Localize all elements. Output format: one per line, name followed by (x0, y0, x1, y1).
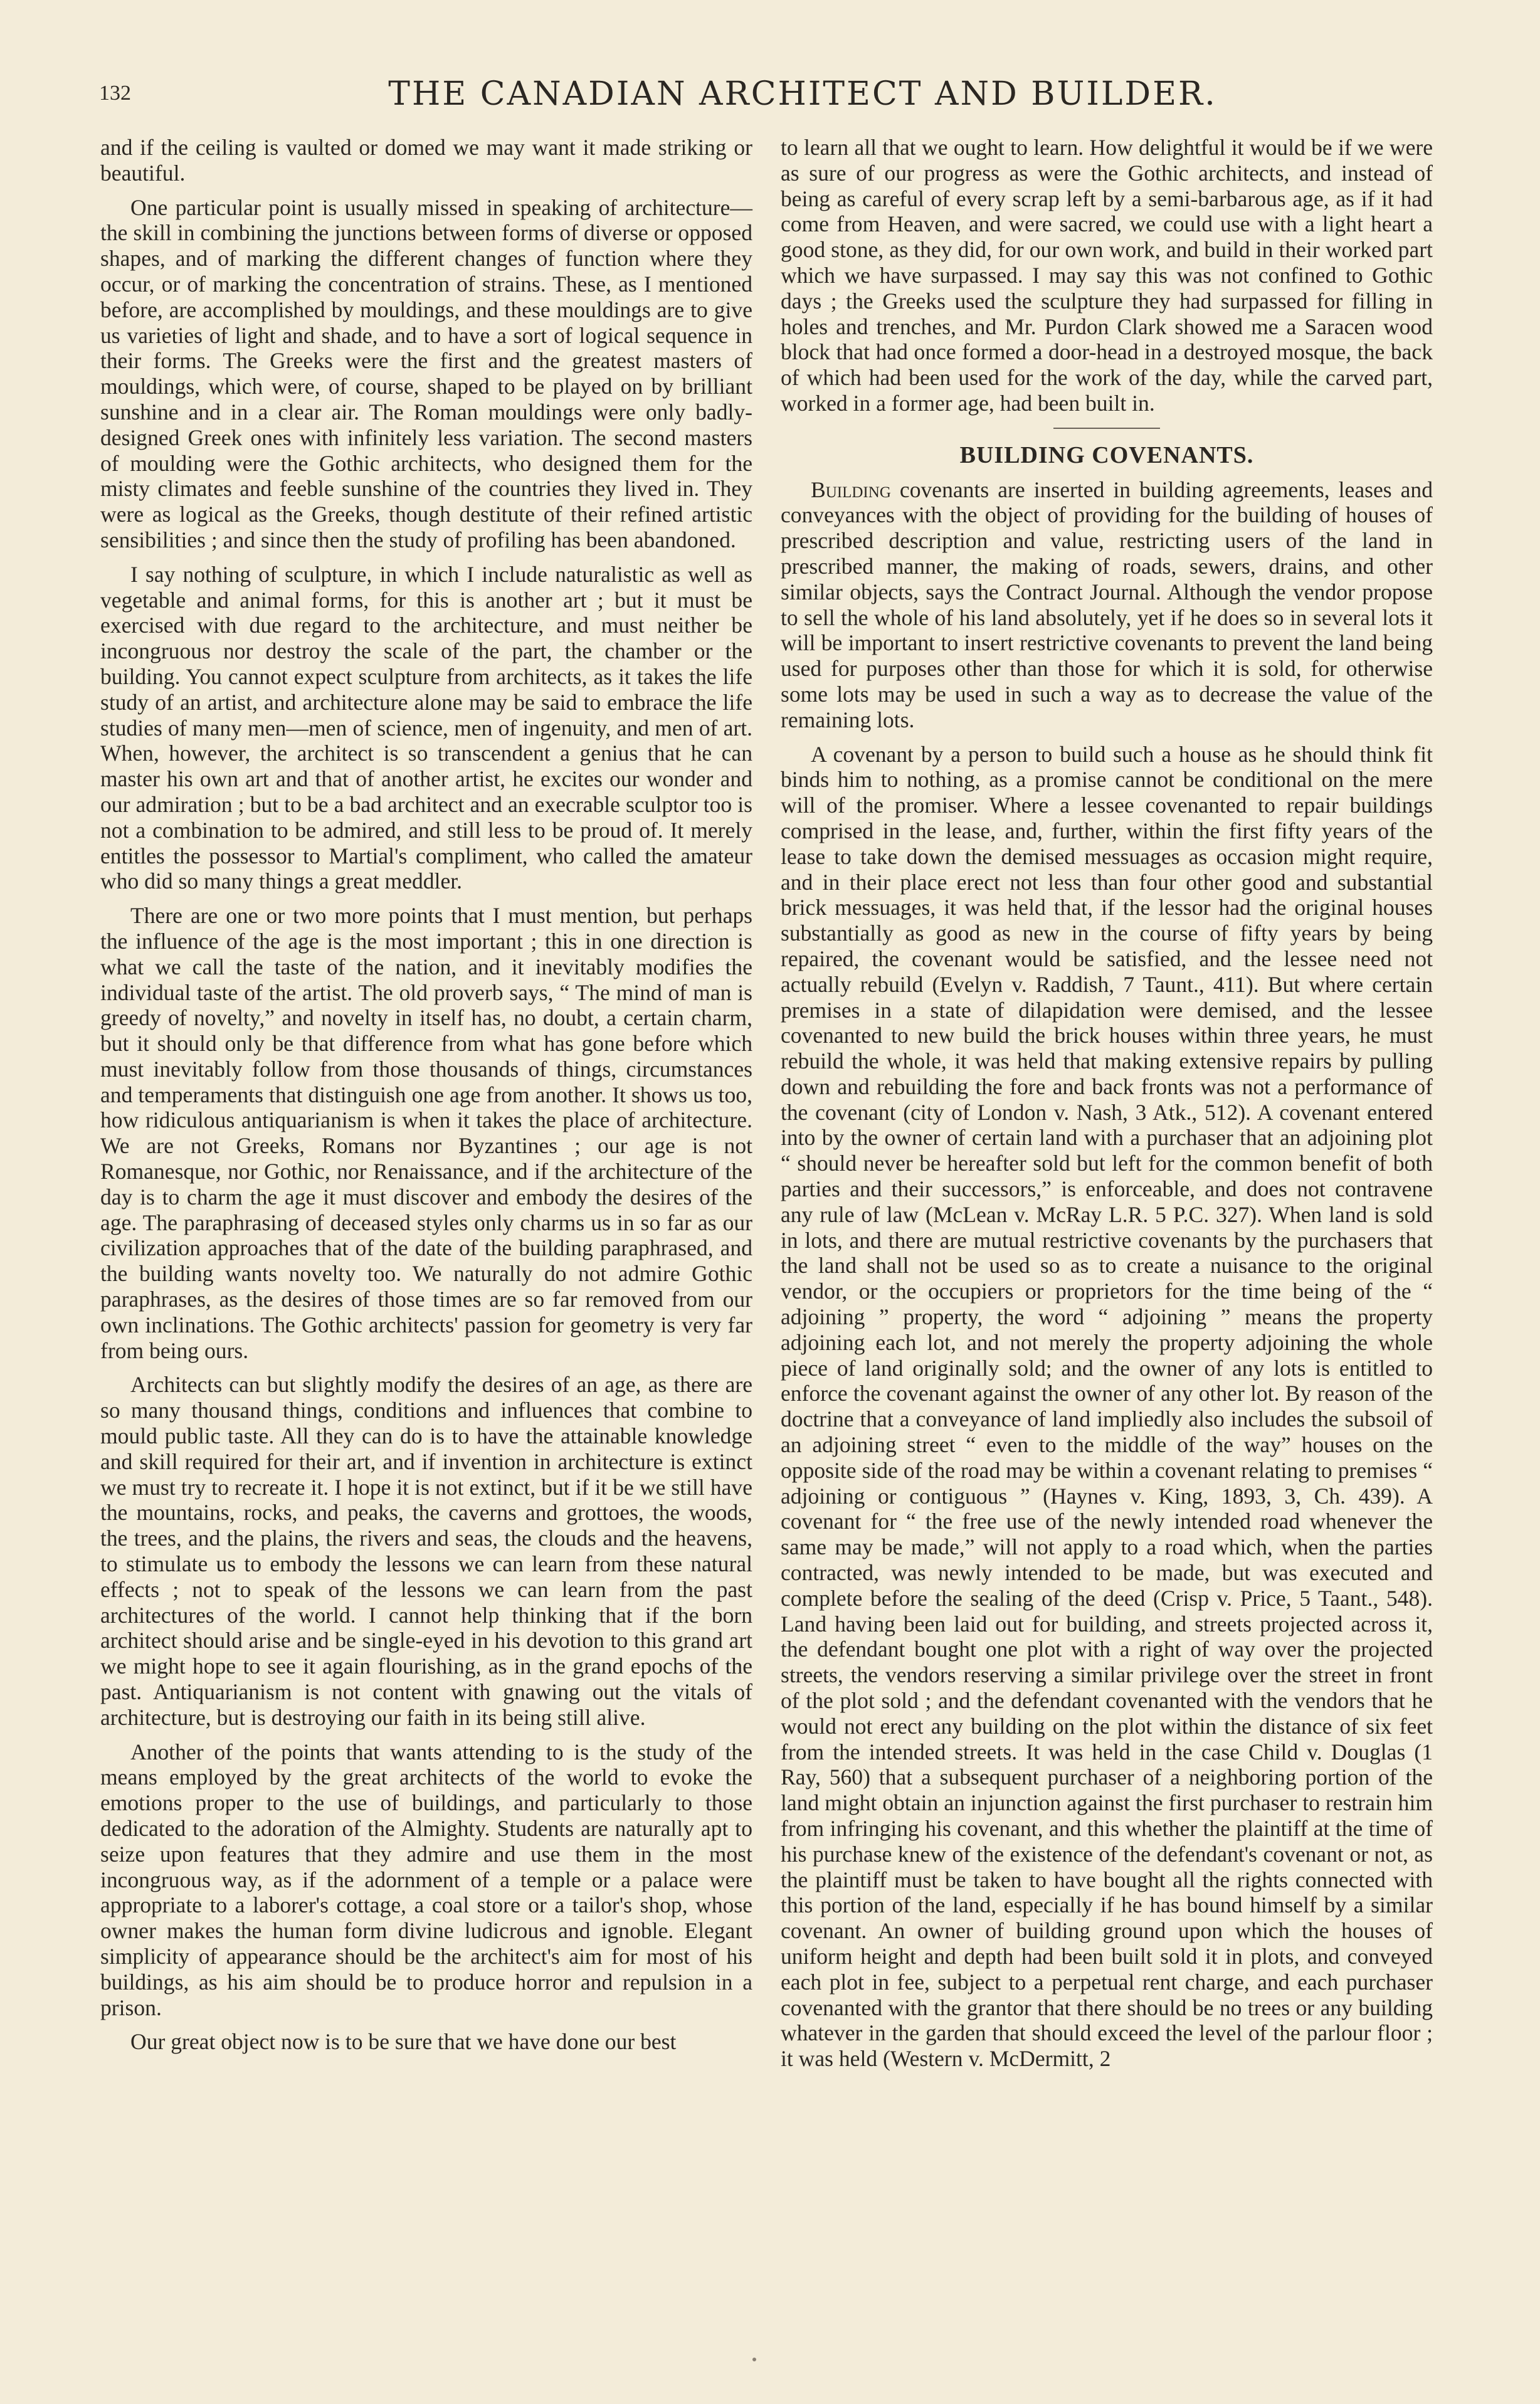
body-paragraph: and if the ceiling is vaulted or domed we may want it made striking or beautiful. (100, 135, 752, 186)
right-column (781, 135, 1433, 2080)
body-paragraph: A covenant by a person to build such a house as he should think fit binds him to nothing, as a promise cannot be conditional on the mere will of the promiser. Where a lessee covenanted to repair buildings comprised in the lease, and, further, within the first fifty years of the lease to take down the demised messuages as occasion might require, and in their place erect not less than four other good and substantial brick messuages, it was held that, if the lessor had the original houses substantially as good as new in the course of fifty years by being repaired, the covenant would be satisfied, and the lessee need not actually rebuild (Evelyn v. Raddish, 7 Taunt., 411). But where certain premises in a state of dilapidation were demised, and the lessee covenanted to new build the brick houses within three years, he must rebuild the whole, it was held that making extensive repairs by pulling down and rebuilding the fore and back fronts was not a performance of the covenant (city of London v. Nash, 3 Atk., 512). A covenant entered into by the owner of certain land with a purchaser that an adjoining plot “ should never be hereafter sold but left for the common benefit of both parties and their successors,” is enforceable, and does not contravene any rule of law (McLean v. McRay L.R. 5 P.C. 327). When land is sold in lots, and there are mutual restrictive covenants by the purchasers that the land shall not be used so as to create a nuisance to the original vendor, or the occupiers or proprietors for the time being of the “ adjoining ” property, the word “ adjoining ” means the property adjoining each lot, and not merely the property adjoining the whole piece of land originally sold; and the owner of any lots is entitled to enforce the covenant against the owner of any other lot. By reason of the doctrine that a conveyance of land impliedly also includes the subsoil of an adjoining street “ even to the middle of the way” houses on the opposite side of the road may be within a covenant relating to premises “ adjoining or contiguous ” (Haynes v. King, 1893, 3, Ch. 439). A covenant for “ the free use of the newly intended road whenever the same may be made,” will not apply to a road which, when the parties contracted, was newly intended to be made, but was executed and complete before the sealing of the deed (Crisp v. Price, 5 Taant., 548). Land having been laid out for building, and streets projected across it, the defendant bought one plot with a right of way over the projected streets, the vendors reserving a similar privilege over the street in front of the plot sold ; and the defendant covenanted with the vendors that he would not erect any building on the plot within the distance of six feet from the intended streets. It was held in the case Child v. Douglas (1 Ray, 560) that a subsequent purchaser of a neighboring portion of the land might obtain an injunction against the first purchaser to restrain him from infringing his covenant, and this whether the plaintiff at the time of his purchase knew of the existence of the defendant's covenant or not, as the plaintiff must be taken to have bought all the rights connected with this portion of the land, especially if he has bound himself by a similar covenant. An owner of building ground upon which the houses of uniform height and depth had been built sold it in plots, and conveyed each plot in fee, subject to a perpetual rent charge, and each purchaser covenanted with the grantor that there should be no trees or any building whatever in the garden that should exceed the level of the parlour floor ; it was held (Western v. McDermitt, 2 (781, 741, 1433, 2072)
page-number: 132 (99, 82, 131, 105)
lead-word: Building (811, 477, 891, 502)
body-paragraph: I say nothing of sculpture, in which I include naturalistic as well as vegetable and animal forms, for this is another art ; but it must be exercised with due regard to the architecture, and must neither be incongruous nor destroy the scale of the part, the chamber or the building. You cannot expect sculpture from architects, as it takes the life study of an artist, and architecture alone may be said to embrace the life studies of many men—men of science, men of ingenuity, and men of art. When, however, the architect is so transcendent a genius that he can master his own art and that of another artist, he excites our wonder and our admiration ; but to be a bad architect and an execrable sculptor too is not a combination to be admired, and still less to be proud of. It merely entitles the possessor to Martial's compliment, who called the amateur who did so many things a great meddler. (100, 561, 752, 894)
section-title: BUILDING COVENANTS. (959, 441, 1254, 468)
page-mark (752, 2358, 756, 2361)
section-divider (1053, 428, 1160, 429)
body-paragraph: There are one or two more points that I must mention, but perhaps the influence of the age is the most important ; this in one direction is what we call the taste of the nation, and it inevitably modifies the individual taste of the artist. The old proverb says, “ The mind of man is greedy of novelty,” and novelty in itself has, no doubt, a certain charm, but it should only be that difference from what has gone before which must inevitably follow from those thousands of things, circumstances and temperaments that distinguish one age from another. It shows us too, how ridiculous antiquarianism is when it takes the place of architecture. We are not Greeks, Romans nor Byzantines ; our age is not Romanesque, nor Gothic, nor Renaissance, and if the architecture of the day is to charm the age it must discover and embody the desires of the age. The paraphrasing of deceased styles only charms us in so far as our civilization approaches that of the date of the building paraphrased, and the building wants novelty too. We naturally do not admire Gothic paraphrases, as the desires of those times are so far removed from our own inclinations. The Gothic architects' passion for geometry is very far from being ours. (100, 903, 752, 1363)
body-paragraph: One particular point is usually missed in speaking of architecture—the skill in combining the junctions between forms of diverse or opposed shapes, and of marking the different changes of function where they occur, or of marking the concentration of strains. These, as I mentioned before, are accomplished by mouldings, and these mouldings are to give us varieties of light and shade, and to have a sort of logical sequence in their forms. The Greeks were the first and the greatest masters of mouldings, which were, of course, shaped to be played on by brilliant sunshine and in a clear air. The Roman mouldings were only badly-designed Greek ones with infinitely less variation. The second masters of moulding were the Gothic architects, who designed them for the misty climates and feeble sunshine of the countries they lived in. They were as logical as the Greeks, though destitute of their refined artistic sensibilities ; and since then the study of profiling has been abandoned. (100, 194, 752, 552)
body-paragraph (781, 477, 1433, 733)
paragraph-text: covenants are inserted in building agreements, leases and conveyances with the object of providing for the building of houses of prescribed description and value, restricting users of the land in prescribed manner, the making of roads, sewers, drains, and other similar objects, says the Contract Journal. Although the vendor propose to sell the whole of his land absolutely, yet if he does so in several lots it will be important to insert restrictive covenants to prevent the land being used for purposes other than those for which it is sold, for otherwise some lots may be used in such a way as to decrease the value of the remaining lots. (781, 477, 1433, 732)
body-paragraph: to learn all that we ought to learn. How delightful it would be if we were as sure of our progress as were the Gothic architects, and instead of being as careful of every scrap left by a semi-barbarous age, as if it had come from Heaven, and were sacred, we could use with a light heart a good stone, as they did, for our own work, and build in their worked part which we have surpassed. I may say this was not confined to Gothic days ; the Greeks used the sculpture they had surpassed for filling in holes and trenches, and Mr. Purdon Clark showed me a Saracen wood block that had once formed a door-head in a destroyed mosque, the back of which had been used for the work of the day, while the carved part, worked in a former age, had been built in. (781, 135, 1433, 416)
body-paragraph: Another of the points that wants attending to is the study of the means employed by the great architects of the world to evoke the emotions proper to the use of buildings, and particularly to those dedicated to the adoration of the Almighty. Students are naturally apt to seize upon features that they admire and use them in the most incongruous way, as if the adornment of a temple or a palace were appropriate to a laborer's cottage, a coal store or a tailor's shop, whose owner makes the human form divine ludicrous and ignoble. Elegant simplicity of appearance should be the architect's aim for most of his buildings, as his aim should be to produce horror and repulsion in a prison. (100, 1739, 752, 2020)
masthead-title: THE CANADIAN ARCHITECT AND BUILDER. (388, 75, 1217, 113)
body-paragraph: Architects can but slightly modify the desires of an age, as there are so many thousand things, conditions and influences that combine to mould public taste. All they can do is to have the attainable knowledge and skill required for their art, and if invention in architecture is extinct we must try to recreate it. I hope it is not extinct, but if it be we still have the mountains, rocks, and peaks, the caverns and grottoes, the woods, the trees, and the plains, the rivers and seas, the clouds and the heavens, to stimulate us to embody the lessons we can learn from these natural effects ; not to speak of the lessons we can learn from the past architectures of the world. I cannot help thinking that if the born architect should arise and be single-eyed in his devotion to this grand art we might hope to see it again flourishing, as in the grand epochs of the past. Antiquarianism is not content with gnawing out the vitals of architecture, but is destroying our faith in its being still alive. (100, 1372, 752, 1730)
body-paragraph: Our great object now is to be sure that we have done our best (130, 2029, 677, 2055)
left-column (100, 135, 752, 2064)
